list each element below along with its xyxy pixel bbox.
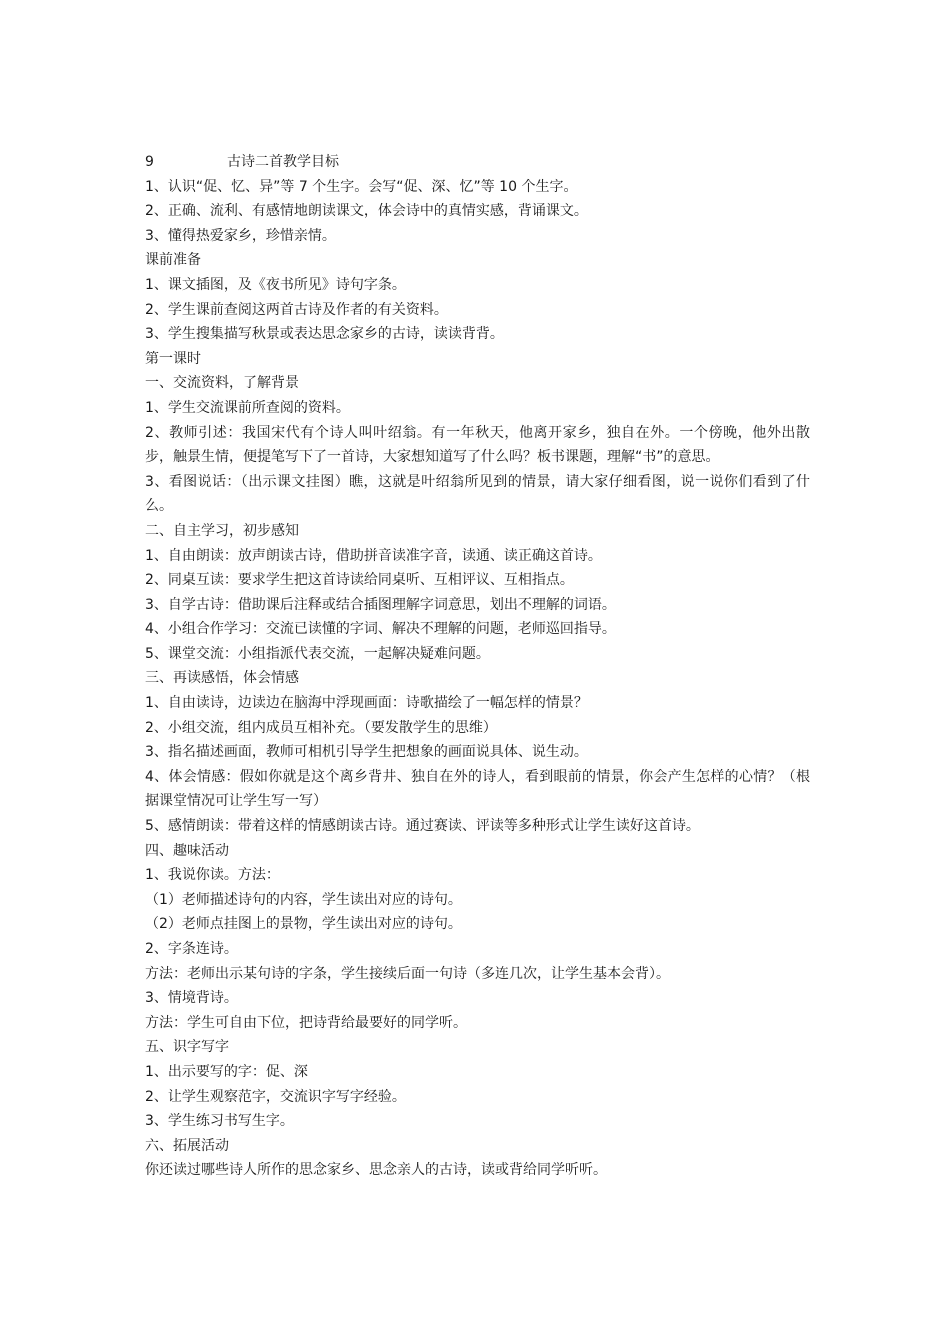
section-heading: 五、识字写字 — [145, 1039, 229, 1056]
paragraph: 3、指名描述画面，教师可相机引导学生把想象的画面说具体、说生动。 — [145, 744, 588, 761]
paragraph: 1、出示要写的字：促、深 — [145, 1063, 308, 1080]
paragraph: 1、认识“促、忆、异”等 7 个生字。会写“促、深、忆”等 10 个生字。 — [145, 178, 578, 195]
section-heading: 六、拓展活动 — [145, 1137, 229, 1154]
paragraph: 2、让学生观察范字，交流识字写字经验。 — [145, 1088, 406, 1105]
paragraph: 3、学生练习书写生字。 — [145, 1113, 294, 1130]
section-heading: 三、再读感悟，体会情感 — [145, 670, 299, 687]
paragraph: 方法：学生可自由下位，把诗背给最要好的同学听。 — [145, 1014, 467, 1031]
paragraph: 3、自学古诗：借助课后注释或结合插图理解字词意思，划出不理解的词语。 — [145, 596, 616, 613]
section-heading: 二、自主学习，初步感知 — [145, 522, 299, 539]
paragraph: 2、同桌互读：要求学生把这首诗读给同桌听、互相评议、互相指点。 — [145, 572, 574, 589]
section-heading: 四、趣味活动 — [145, 842, 229, 859]
paragraph: 3、看图说话：（出示课文挂图）瞧，这就是叶绍翁所见到的情景，请大家仔细看图，说一说你们看到了什么。 — [145, 473, 810, 515]
paragraph: 4、小组合作学习：交流已读懂的字词、解决不理解的问题，老师巡回指导。 — [145, 621, 616, 638]
section-heading: 第一课时 — [145, 350, 201, 367]
section-heading: 一、交流资料，了解背景 — [145, 375, 299, 392]
paragraph: 2、正确、流利、有感情地朗读课文，体会诗中的真情实感，背诵课文。 — [145, 203, 588, 220]
lesson-title: 古诗二首教学目标 — [227, 154, 339, 170]
paragraph: 1、自由朗读：放声朗读古诗，借助拼音读准字音，读通、读正确这首诗。 — [145, 547, 602, 564]
document-body — [145, 150, 810, 1183]
lesson-number: 9 — [145, 154, 154, 170]
section-heading: 课前准备 — [145, 252, 201, 269]
paragraph: 1、自由读诗，边读边在脑海中浮现画面：诗歌描绘了一幅怎样的情景？ — [145, 695, 588, 712]
paragraph: 1、课文插图，及《夜书所见》诗句字条。 — [145, 276, 406, 293]
paragraph: 2、字条连诗。 — [145, 941, 238, 957]
paragraph: 2、小组交流，组内成员互相补充。（要发散学生的思维） — [145, 719, 497, 736]
paragraph: 1、我说你读。方法： — [145, 867, 280, 884]
document-title — [145, 150, 810, 175]
paragraph: （2）老师点挂图上的景物，学生读出对应的诗句。 — [145, 916, 462, 933]
paragraph: 2、学生课前查阅这两首古诗及作者的有关资料。 — [145, 301, 448, 318]
paragraph: 3、懂得热爱家乡，珍惜亲情。 — [145, 227, 336, 244]
paragraph: 5、感情朗读：带着这样的情感朗读古诗。通过赛读、评读等多种形式让学生读好这首诗。 — [145, 818, 700, 835]
paragraph: 你还读过哪些诗人所作的思念家乡、思念亲人的古诗，读或背给同学听听。 — [145, 1162, 607, 1179]
paragraph: 5、课堂交流：小组指派代表交流，一起解决疑难问题。 — [145, 645, 490, 662]
paragraph: 3、学生搜集描写秋景或表达思念家乡的古诗，读读背背。 — [145, 326, 504, 343]
paragraph: 4、体会情感：假如你就是这个离乡背井、独自在外的诗人，看到眼前的情景，你会产生怎样的心情？（根据课堂情况可让学生写一写） — [145, 768, 810, 810]
paragraph: 2、教师引述：我国宋代有个诗人叫叶绍翁。有一年秋天，他离开家乡，独自在外。一个傍晚，他外出散步，触景生情，便提笔写下了一首诗，大家想知道写了什么吗？板书课题，理解“书”的意思。 — [145, 424, 810, 466]
paragraph: 3、情境背诗。 — [145, 990, 238, 1007]
paragraph: 方法：老师出示某句诗的字条，学生接续后面一句诗（多连几次，让学生基本会背）。 — [145, 965, 670, 982]
paragraph: 1、学生交流课前所查阅的资料。 — [145, 399, 350, 416]
paragraph: （1）老师描述诗句的内容，学生读出对应的诗句。 — [145, 891, 462, 908]
